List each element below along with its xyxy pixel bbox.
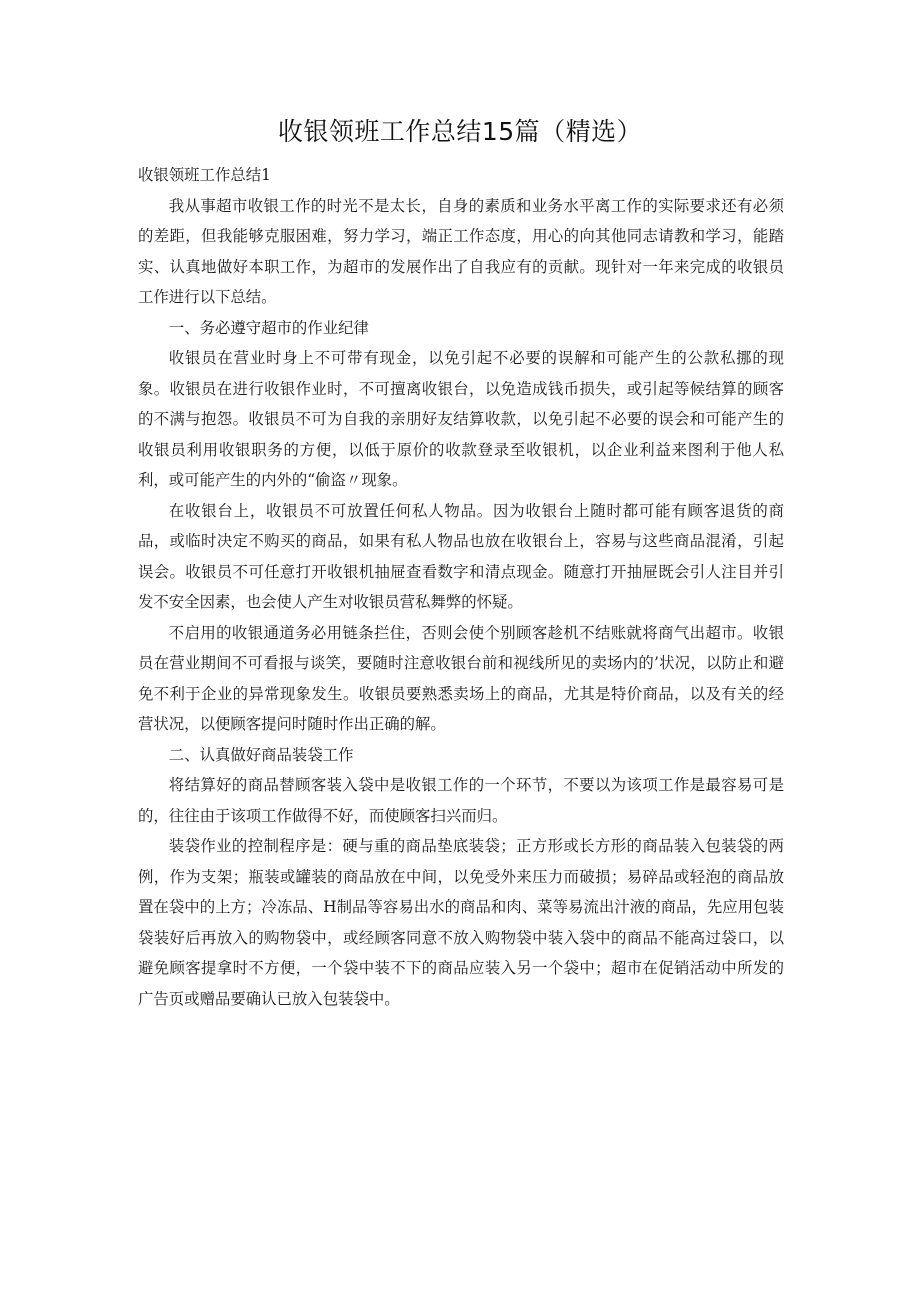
section-subtitle: 收银领班工作总结1 [138, 166, 271, 184]
document-body [138, 160, 784, 1014]
paragraph: 将结算好的商品替顾客装入袋中是收银工作的一个环节，不要以为该项工作是最容易可是的，往往由于该项工作做得不好，而使顾客扫兴而归。 [138, 776, 784, 825]
paragraph: 我从事超市收银工作的时光不是太长，自身的素质和业务水平离工作的实际要求还有必须的差距，但我能够克服困难，努力学习，端正工作态度，用心的向其他同志请教和学习，能踏实、认真地做好本职工作，为超市的发展作出了自我应有的贡献。现针对一年来完成的收银员工作进行以下总结。 [138, 196, 784, 306]
section-heading: 二、认真做好商品装袋工作 [168, 745, 354, 764]
paragraph: 收银员在营业时身上不可带有现金，以免引起不必要的误解和可能产生的公款私挪的现象。收银员在进行收银作业时，不可擅离收银台，以免造成钱币损失，或引起等候结算的顾客的不满与抱怨。收银员不可为自我的亲朋好友结算收款，以免引起不必要的误会和可能产生的收银员利用收银职务的方便，以低于原价的收款登录至收银机，以企业利益来图利于他人私利，或可能产生的内外的“偷盗〃现象。 [138, 349, 784, 489]
section-heading: 一、务必遵守超市的作业纪律 [168, 318, 369, 337]
document-title: 收银领班工作总结15篇（精选） [277, 117, 643, 146]
paragraph: 在收银台上，收银员不可放置任何私人物品。因为收银台上随时都可能有顾客退货的商品，或临时决定不购买的商品，如果有私人物品也放在收银台上，容易与这些商品混淆，引起误会。收银员不可任意打开收银机抽屉查看数字和清点现金。随意打开抽屉既会引人注目并引发不安全因素，也会使人产生对收银员营私舞弊的怀疑。 [138, 501, 784, 611]
paragraph: 不启用的收银通道务必用链条拦住，否则会使个别顾客趁机不结账就将商气出超市。收银员在营业期间不可看报与谈笑，要随时注意收银台前和视线所见的卖场内的’状况，以防止和避免不利于企业的异常现象发生。收银员要熟悉卖场上的商品，尤其是特价商品，以及有关的经营状况，以便顾客提问时随时作出正确的解。 [138, 623, 784, 733]
paragraph: 装袋作业的控制程序是：硬与重的商品垫底装袋；正方形或长方形的商品装入包装袋的两例，作为支架；瓶装或罐装的商品放在中间，以免受外来压力而破损；易碎品或轻泡的商品放置在袋中的上方；冷冻品、H制品等容易出水的商品和肉、菜等易流出汁液的商品，先应用包装袋装好后再放入的购物袋中，或经顾客同意不放入购物袋中装入袋中的商品不能高过袋口，以避免顾客提拿时不方便，一个袋中装不下的商品应装入另一个袋中；超市在促销活动中所发的广告页或赠品要确认已放入包装袋中。 [138, 837, 784, 1008]
